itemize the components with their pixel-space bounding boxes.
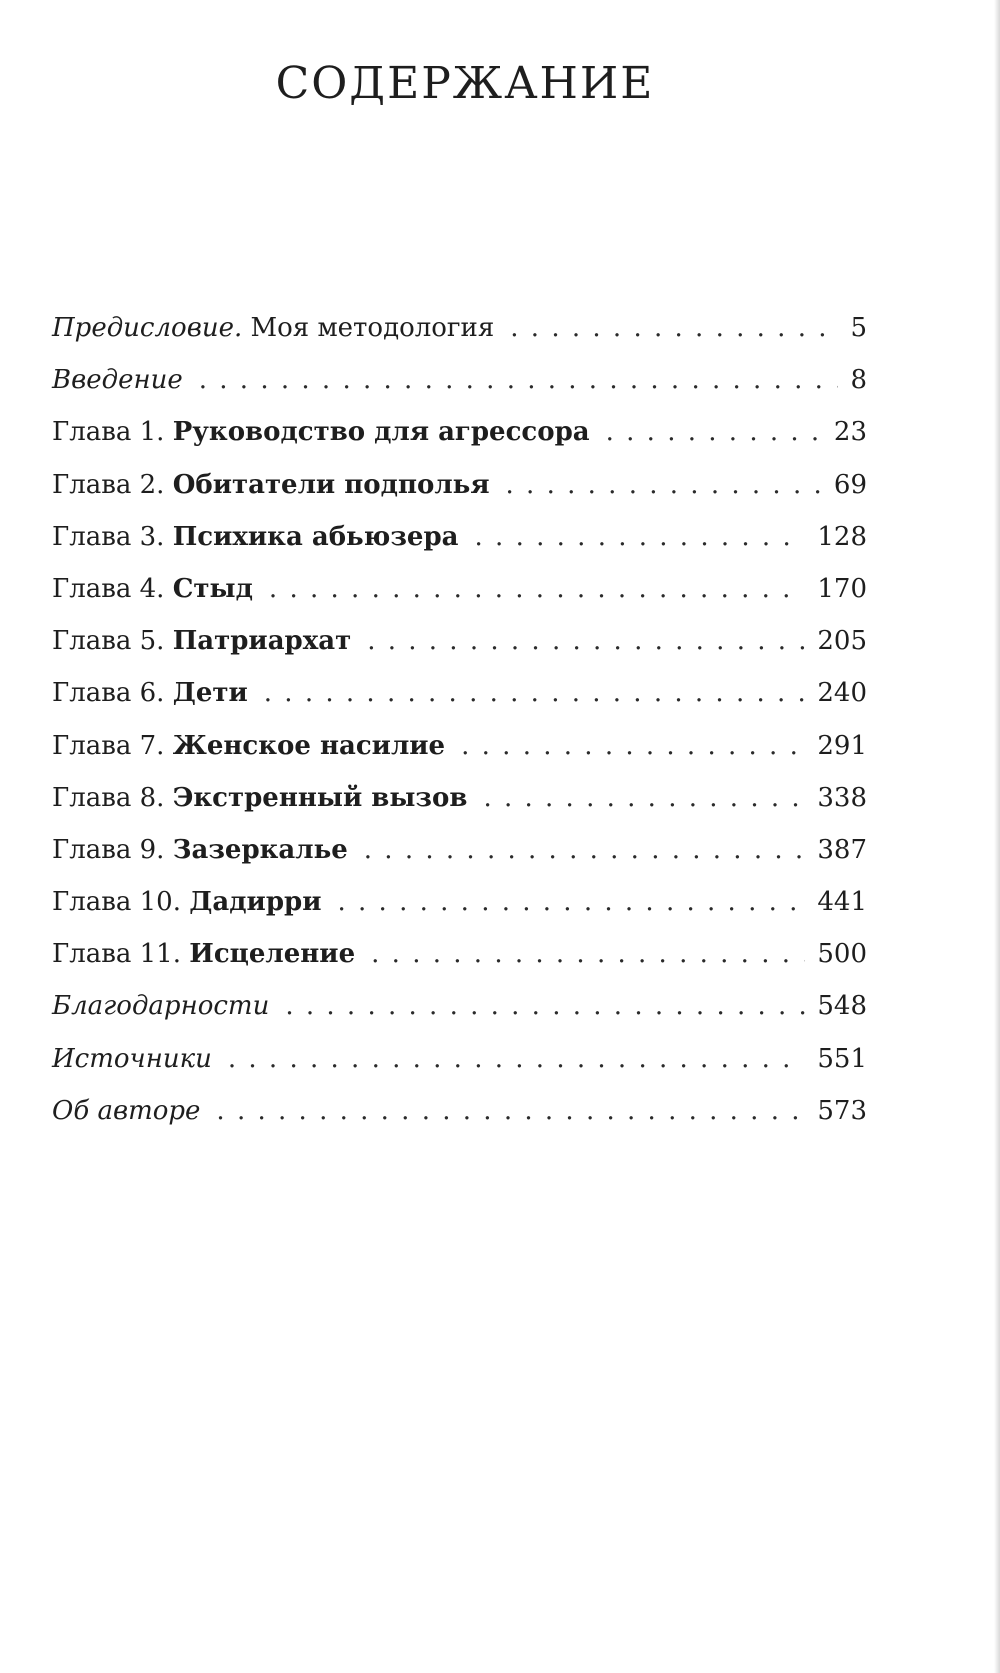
dot-leader bbox=[371, 928, 805, 980]
toc-entry-about-author[interactable] bbox=[52, 1085, 867, 1137]
toc-entry-prefix: Глава 2. bbox=[52, 469, 173, 500]
toc-entry-title: Об авторе bbox=[52, 1095, 201, 1126]
toc-entry-label bbox=[52, 667, 248, 719]
toc-entry-chapter-9[interactable] bbox=[52, 824, 867, 876]
toc-entry-title: Дадирри bbox=[189, 887, 322, 918]
toc-entry-page-number: 23 bbox=[833, 417, 867, 448]
dot-leader bbox=[367, 615, 805, 667]
toc-entry-chapter-6[interactable] bbox=[52, 667, 867, 719]
toc-entry-title: Моя методология bbox=[242, 313, 495, 343]
toc-entry-title: Экстренный вызов bbox=[172, 782, 468, 813]
dot-leader bbox=[510, 302, 838, 354]
toc-entry-label bbox=[52, 615, 351, 667]
toc-entry-introduction[interactable] bbox=[52, 354, 867, 406]
dot-leader bbox=[475, 511, 806, 563]
toc-entry-title: Зазеркалье bbox=[172, 834, 348, 865]
dot-leader bbox=[285, 980, 805, 1032]
toc-entry-chapter-4[interactable] bbox=[52, 563, 867, 615]
toc-entry-label bbox=[52, 459, 490, 511]
toc-entry-page-number: 170 bbox=[817, 573, 867, 604]
toc-entry-label bbox=[52, 772, 467, 824]
toc-entry-prefix: Глава 6. bbox=[52, 678, 173, 709]
toc-entry-prefix: Глава 10. bbox=[52, 887, 190, 918]
toc-entry-title: Исцеление bbox=[189, 939, 356, 970]
toc-entry-page-number: 8 bbox=[850, 365, 867, 396]
toc-entry-chapter-5[interactable] bbox=[52, 615, 867, 667]
dot-leader bbox=[461, 720, 805, 772]
toc-entry-label bbox=[52, 563, 253, 615]
table-of-contents bbox=[52, 302, 867, 1137]
dot-leader bbox=[337, 876, 805, 928]
toc-entry-prefix: Глава 9. bbox=[52, 834, 173, 865]
toc-entry-label bbox=[52, 876, 321, 928]
toc-entry-prefix: Глава 1. bbox=[52, 417, 173, 448]
page-edge-shadow bbox=[994, 0, 1000, 1673]
dot-leader bbox=[506, 459, 822, 511]
toc-entry-label bbox=[52, 824, 348, 876]
toc-entry-page-number: 551 bbox=[817, 1043, 867, 1074]
dot-leader bbox=[228, 1033, 806, 1085]
toc-entry-page-number: 573 bbox=[817, 1095, 867, 1126]
toc-entry-title: Женское насилие bbox=[172, 730, 446, 761]
toc-entry-page-number: 291 bbox=[817, 730, 867, 761]
toc-entry-page-number: 500 bbox=[817, 939, 867, 970]
toc-entry-page-number: 387 bbox=[817, 834, 867, 865]
toc-entry-chapter-10[interactable] bbox=[52, 876, 867, 928]
toc-entry-prefix: Глава 3. bbox=[52, 521, 173, 552]
dot-leader bbox=[606, 406, 822, 458]
toc-entry-page-number: 205 bbox=[817, 626, 867, 657]
toc-entry-label bbox=[52, 720, 445, 772]
toc-entry-chapter-7[interactable] bbox=[52, 720, 867, 772]
dot-leader bbox=[269, 563, 805, 615]
toc-entry-prefix: Глава 5. bbox=[52, 626, 173, 657]
toc-entry-page-number: 128 bbox=[817, 521, 867, 552]
page-title: СОДЕРЖАНИЕ bbox=[275, 58, 655, 109]
dot-leader bbox=[264, 667, 806, 719]
toc-entry-title: Дети bbox=[172, 678, 248, 709]
toc-entry-prefix: Глава 11. bbox=[52, 939, 190, 970]
toc-entry-page-number: 548 bbox=[817, 991, 867, 1022]
toc-entry-title: Патриархат bbox=[172, 626, 352, 657]
toc-entry-title: Обитатели подполья bbox=[172, 469, 490, 500]
toc-entry-prefix: Глава 4. bbox=[52, 573, 173, 604]
toc-entry-title: Источники bbox=[52, 1043, 212, 1074]
toc-entry-page-number: 240 bbox=[817, 678, 867, 709]
toc-entry-label bbox=[52, 302, 494, 354]
toc-entry-title: Стыд bbox=[172, 573, 253, 604]
toc-entry-label bbox=[52, 511, 459, 563]
toc-entry-title: Введение bbox=[52, 365, 183, 396]
toc-entry-chapter-8[interactable] bbox=[52, 772, 867, 824]
toc-entry-chapter-11[interactable] bbox=[52, 928, 867, 980]
toc-entry-chapter-3[interactable] bbox=[52, 511, 867, 563]
toc-entry-prefix: Глава 8. bbox=[52, 782, 173, 813]
toc-entry-page-number: 441 bbox=[817, 887, 867, 918]
dot-leader bbox=[199, 354, 839, 406]
toc-entry-title: Психика абьюзера bbox=[172, 521, 459, 552]
dot-leader bbox=[483, 772, 805, 824]
toc-entry-page-number: 69 bbox=[833, 469, 867, 500]
dot-leader bbox=[216, 1085, 805, 1137]
toc-entry-page-number: 338 bbox=[817, 782, 867, 813]
toc-entry-label bbox=[52, 928, 355, 980]
toc-entry-chapter-2[interactable] bbox=[52, 459, 867, 511]
dot-leader bbox=[364, 824, 806, 876]
toc-entry-prefix: Предисловие. bbox=[52, 313, 243, 343]
toc-entry-acknowledgements[interactable] bbox=[52, 980, 867, 1032]
toc-entry-page-number: 5 bbox=[850, 313, 867, 343]
toc-entry-label bbox=[52, 406, 590, 458]
toc-entry-sources[interactable] bbox=[52, 1033, 867, 1085]
toc-entry-prefix: Глава 7. bbox=[52, 730, 173, 761]
toc-entry-chapter-1[interactable] bbox=[52, 406, 867, 458]
toc-entry-title: Благодарности bbox=[52, 991, 270, 1022]
toc-entry-preface[interactable] bbox=[52, 302, 867, 354]
toc-entry-title: Руководство для агрессора bbox=[172, 417, 590, 448]
